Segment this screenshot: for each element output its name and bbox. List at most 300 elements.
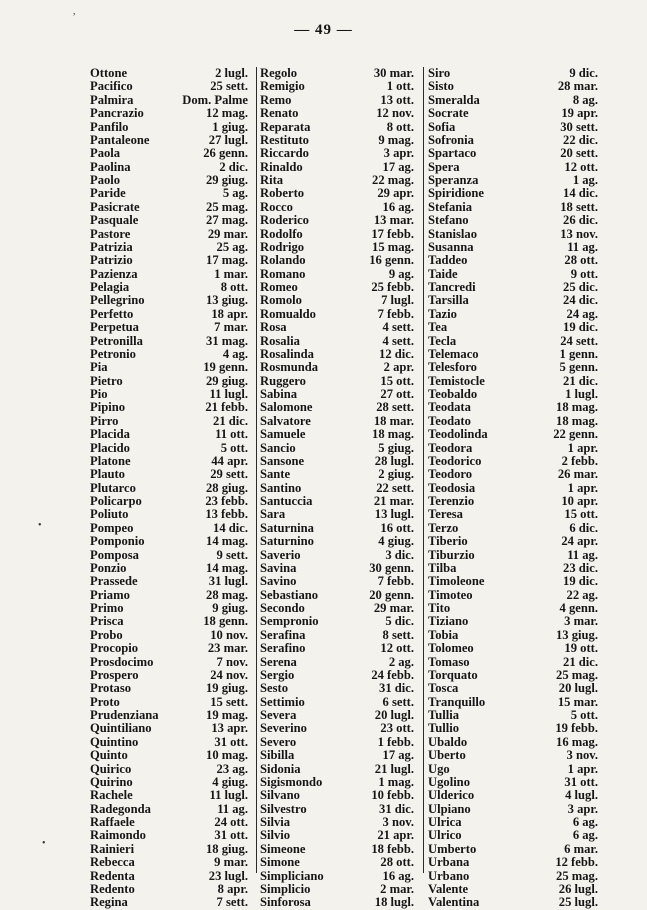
saint-name: Platone (90, 453, 131, 468)
feast-date: 9 dic. (569, 66, 598, 80)
saint-name: Stefano (428, 213, 469, 228)
register-entry (428, 870, 598, 883)
register-entry (90, 388, 248, 401)
feast-date: 4 ag. (222, 346, 248, 361)
feast-date: 9 mag. (378, 132, 414, 147)
register-entry (428, 348, 598, 361)
register-entry (260, 829, 414, 842)
feast-date: 6 ag. (572, 815, 598, 829)
feast-date: 1 febb. (377, 734, 414, 749)
register-entry (260, 896, 414, 909)
feast-date: 17 ag. (382, 159, 414, 174)
feast-date: 6 ag. (572, 828, 598, 843)
feast-date: 19 dic. (563, 574, 598, 589)
feast-date: 1 lugl. (565, 387, 598, 401)
feast-date: 19 ott. (564, 641, 598, 656)
feast-date: 20 lugl. (558, 681, 598, 696)
saint-name: Umberto (428, 841, 477, 856)
saint-name: Simeone (260, 841, 306, 856)
feast-date: 4 sett. (382, 333, 414, 348)
feast-date: 12 mag. (206, 106, 248, 121)
feast-date: 3 dic. (385, 547, 414, 562)
saint-name: Redenta (90, 868, 135, 883)
print-speck: • (42, 838, 46, 849)
register-entry (90, 348, 248, 361)
feast-date: 9 ott. (570, 266, 598, 281)
register-entry (260, 121, 414, 134)
saint-name: Sesto (260, 681, 288, 696)
feast-date: 14 mag. (206, 560, 248, 575)
register-entry (260, 696, 414, 709)
print-speck: • (38, 520, 42, 531)
saint-name: Valentina (428, 895, 480, 910)
feast-date: 11 lugl. (209, 387, 248, 401)
feast-date: 6 mar. (564, 841, 598, 856)
feast-date: 2 ag. (388, 654, 414, 669)
feast-date: 12 ott. (564, 159, 598, 174)
register-entry (428, 147, 598, 160)
saint-name: Paolina (90, 159, 131, 174)
feast-date: 18 febb. (371, 841, 414, 856)
saint-name: Tullio (428, 721, 460, 736)
feast-date: 13 lugl. (374, 507, 414, 522)
register-entry (428, 428, 598, 441)
register-entry (428, 843, 598, 856)
saint-name: Sempronio (260, 614, 319, 629)
feast-date: 31 mag. (206, 333, 248, 348)
saint-name: Pantaleone (90, 132, 150, 147)
register-entry (260, 388, 414, 401)
saint-name: Reparata (260, 119, 311, 134)
register-entry (90, 80, 248, 93)
saint-name: Sibilla (260, 748, 295, 763)
saint-name: Teodolinda (428, 427, 488, 442)
feast-date: 31 dic. (379, 801, 414, 816)
register-entry (428, 562, 598, 575)
register-entry (428, 174, 598, 187)
register-entry (428, 615, 598, 628)
feast-date: 1 genn. (559, 346, 598, 361)
saint-name: Pacifico (90, 79, 133, 94)
saint-name: Severo (260, 734, 297, 749)
register-entry (260, 549, 414, 562)
feast-date: 9 mar. (214, 855, 248, 870)
register-entry (428, 228, 598, 241)
saint-name: Tea (428, 320, 448, 335)
register-entry (90, 709, 248, 722)
register-entry (90, 321, 248, 334)
feast-date: 13 nov. (560, 226, 598, 241)
saint-name: Simplicio (260, 881, 311, 896)
feast-date: 25 lugl. (558, 895, 598, 910)
feast-date: 7 lugl. (381, 293, 414, 308)
saint-name: Prospero (90, 667, 139, 682)
register-entry (260, 268, 414, 281)
saint-name: Uberto (428, 748, 466, 763)
feast-date: 1 mag. (378, 774, 414, 789)
register-entry (90, 228, 248, 241)
register-entry (90, 335, 248, 348)
register-entry (260, 214, 414, 227)
saint-name: Primo (90, 601, 124, 615)
register-entry (90, 736, 248, 749)
register-entry (260, 415, 414, 428)
feast-date: 4 lugl. (565, 788, 598, 803)
register-entry (260, 281, 414, 294)
register-entry (428, 508, 598, 521)
register-entry (90, 642, 248, 655)
register-entry (90, 696, 248, 709)
saint-name: Romeo (260, 280, 298, 294)
register-entry (428, 67, 598, 80)
saint-name: Pancrazio (90, 106, 144, 121)
feast-date: 3 nov. (382, 815, 414, 829)
feast-date: 15 sett. (210, 694, 248, 709)
feast-date: 27 lugl. (208, 132, 248, 147)
register-entry (260, 401, 414, 414)
saint-name: Rosalia (260, 333, 300, 348)
register-entry (260, 615, 414, 628)
feast-date: 2 lugl. (215, 66, 248, 80)
register-entry (260, 495, 414, 508)
register-entry (428, 281, 598, 294)
register-entry (428, 308, 598, 321)
saint-name: Proto (90, 694, 120, 709)
saint-name: Raimondo (90, 828, 146, 843)
feast-date: 28 mar. (557, 79, 598, 94)
feast-date: 3 apr. (383, 146, 414, 161)
register-entry (260, 749, 414, 762)
register-entry (260, 161, 414, 174)
feast-date: 24 ag. (566, 306, 598, 321)
saint-name: Perpetua (90, 320, 139, 335)
saint-name: Speranza (428, 173, 479, 187)
register-entry (90, 803, 248, 816)
register-column-3 (428, 66, 598, 910)
register-entry (90, 883, 248, 896)
saint-name: Ugo (428, 761, 450, 776)
register-entry (260, 843, 414, 856)
saint-name: Pompeo (90, 520, 134, 535)
feast-date: 12 febb. (555, 855, 598, 870)
register-entry (90, 870, 248, 883)
register-entry (428, 803, 598, 816)
feast-date: 25 sett. (210, 79, 248, 94)
saint-name: Quintino (90, 734, 139, 749)
register-entry (260, 883, 414, 896)
saint-name: Teobaldo (428, 387, 478, 401)
saint-name: Telesforo (428, 360, 477, 375)
register-entry (260, 816, 414, 829)
register-entry (90, 214, 248, 227)
register-entry (260, 348, 414, 361)
saint-name: Secondo (260, 601, 305, 615)
saint-name: Prassede (90, 574, 138, 589)
feast-date: 1 apr. (567, 761, 598, 776)
feast-date: 13 mar. (373, 213, 414, 228)
feast-date: 8 sett. (382, 627, 414, 642)
feast-date: 19 giug. (206, 681, 248, 696)
register-entry (428, 201, 598, 214)
feast-date: 5 dic. (385, 614, 414, 629)
register-entry (260, 254, 414, 267)
saint-name: Poliuto (90, 507, 129, 522)
feast-date: 24 nov. (210, 667, 248, 682)
register-entry (90, 67, 248, 80)
feast-date: 18 lugl. (374, 895, 414, 910)
register-entry (260, 508, 414, 521)
register-entry (260, 134, 414, 147)
feast-date: 18 mag. (556, 413, 598, 428)
saint-name: Serafina (260, 627, 306, 642)
feast-date: 15 ott. (380, 373, 414, 388)
feast-date: 5 genn. (559, 360, 598, 375)
saint-name: Urbana (428, 855, 470, 870)
feast-date: 8 apr. (217, 881, 248, 896)
register-entry (90, 856, 248, 869)
register-entry (428, 121, 598, 134)
saint-name: Quirino (90, 774, 133, 789)
saint-name: Ruggero (260, 373, 306, 388)
feast-date: 18 mar. (373, 413, 414, 428)
feast-date: 2 mar. (380, 881, 414, 896)
feast-date: 5 giug. (378, 440, 414, 455)
saint-name: Teodata (428, 400, 471, 415)
register-entry (90, 522, 248, 535)
saint-name: Sisto (428, 79, 454, 94)
saint-name: Panfilo (90, 119, 129, 134)
feast-date: 10 mag. (206, 748, 248, 763)
register-entry (428, 401, 598, 414)
feast-date: 7 mar. (214, 320, 248, 335)
feast-date: 8 ott. (386, 119, 414, 134)
register-entry (260, 187, 414, 200)
saint-name: Redento (90, 881, 135, 896)
feast-date: 10 nov. (210, 627, 248, 642)
feast-date: 19 mag. (206, 708, 248, 722)
feast-date: 21 lugl. (374, 761, 414, 776)
register-entry (428, 736, 598, 749)
saint-name: Teodosia (428, 480, 476, 495)
feast-date: 7 febb. (377, 306, 414, 321)
saint-name: Pirro (90, 413, 119, 428)
saint-name: Pipino (90, 400, 125, 415)
feast-date: 26 mar. (557, 467, 598, 482)
register-entry (260, 856, 414, 869)
register-entry (90, 789, 248, 802)
saint-name: Ottone (90, 66, 128, 80)
feast-date: 18 sett. (560, 199, 598, 214)
saint-name: Remigio (260, 79, 305, 94)
saint-name: Sebastiano (260, 587, 319, 602)
saint-name: Salomone (260, 400, 313, 415)
register-entry (90, 361, 248, 374)
saint-name: Tilba (428, 560, 457, 575)
register-entry (90, 187, 248, 200)
feast-date: 6 dic. (569, 520, 598, 535)
saint-name: Terenzio (428, 494, 475, 508)
feast-date: 14 dic. (563, 186, 598, 201)
saint-name: Pastore (90, 226, 131, 241)
register-entry (428, 535, 598, 548)
saint-name: Quirico (90, 761, 132, 776)
register-entry (260, 455, 414, 468)
feast-date: 23 mar. (207, 641, 248, 656)
feast-date: 20 sett. (560, 146, 598, 161)
saint-name: Riccardo (260, 146, 309, 161)
saint-name: Rinaldo (260, 159, 303, 174)
saint-name: Pazienza (90, 266, 138, 281)
register-entry (428, 883, 598, 896)
saint-name: Timoleone (428, 574, 485, 589)
register-entry (260, 468, 414, 481)
saint-name: Raffaele (90, 815, 135, 829)
feast-date: 21 dic. (563, 373, 598, 388)
feast-date: 1 ag. (572, 173, 598, 187)
saint-name: Santuccia (260, 494, 313, 508)
register-entry (90, 816, 248, 829)
saint-name: Prisca (90, 614, 124, 629)
saint-name: Petronilla (90, 333, 143, 348)
feast-date: 12 dic. (379, 346, 414, 361)
feast-date: 12 ott. (380, 641, 414, 656)
feast-date: 7 febb. (377, 574, 414, 589)
saint-name: Sara (260, 507, 286, 522)
saint-name: Teresa (428, 507, 463, 522)
saint-name: Smeralda (428, 92, 480, 107)
feast-date: 13 giug. (556, 627, 598, 642)
register-entry (260, 602, 414, 615)
feast-date: 9 ag. (388, 266, 414, 281)
saint-name: Torquato (428, 667, 478, 682)
feast-date: 31 dic. (379, 681, 414, 696)
register-entry (90, 749, 248, 762)
feast-date: 14 dic. (213, 520, 248, 535)
register-entry (90, 161, 248, 174)
saint-name: Pelagia (90, 280, 130, 294)
feast-date: 19 genn. (203, 360, 248, 375)
feast-date: 13 giug. (206, 293, 248, 308)
register-entry (260, 722, 414, 735)
saint-name: Salvatore (260, 413, 311, 428)
register-entry (428, 161, 598, 174)
register-entry (90, 682, 248, 695)
feast-date: 20 genn. (369, 587, 414, 602)
saint-name: Roderico (260, 213, 309, 228)
feast-date: 20 lugl. (374, 708, 414, 722)
feast-date: 25 dic. (563, 280, 598, 294)
register-entry (428, 896, 598, 909)
register-entry (428, 468, 598, 481)
feast-date: 23 ott. (380, 721, 414, 736)
saint-name: Radegonda (90, 801, 151, 816)
register-entry (90, 535, 248, 548)
feast-date: 18 genn. (203, 614, 248, 629)
register-entry (260, 361, 414, 374)
feast-date: 11 ott. (215, 427, 248, 442)
saint-name: Serafino (260, 641, 306, 656)
feast-date: 17 mag. (206, 253, 248, 268)
saint-name: Tiburzio (428, 547, 475, 562)
saint-name: Rodrigo (260, 239, 305, 254)
feast-date: 14 mag. (206, 534, 248, 549)
saint-name: Pomposa (90, 547, 139, 562)
register-entry (90, 455, 248, 468)
register-entry (428, 816, 598, 829)
feast-date: 22 sett. (376, 480, 414, 495)
feast-date: 28 mag. (206, 587, 248, 602)
register-entry (260, 482, 414, 495)
feast-date: 2 febb. (561, 453, 598, 468)
saint-name: Sergio (260, 667, 295, 682)
register-entry (260, 308, 414, 321)
saint-name: Teodorico (428, 453, 482, 468)
register-entry (260, 442, 414, 455)
feast-date: 22 dic. (563, 132, 598, 147)
register-entry (90, 508, 248, 521)
saint-name: Tomaso (428, 654, 470, 669)
register-entry (260, 803, 414, 816)
saint-name: Saturnina (260, 520, 314, 535)
feast-date: 27 ott. (380, 387, 414, 401)
register-entry (90, 94, 248, 107)
feast-date: 1 mar. (214, 266, 248, 281)
saint-name: Rosmunda (260, 360, 319, 375)
register-entry (428, 656, 598, 669)
saint-name: Stefania (428, 199, 473, 214)
register-entry (428, 442, 598, 455)
saint-name: Probo (90, 627, 123, 642)
feast-date: 23 febb. (205, 494, 248, 508)
feast-date: 16 ag. (382, 199, 414, 214)
feast-date: 29 mar. (207, 226, 248, 241)
feast-date: 16 ag. (382, 868, 414, 883)
saint-name: Sancio (260, 440, 296, 455)
register-entry (90, 294, 248, 307)
register-entry (90, 201, 248, 214)
register-entry (260, 575, 414, 588)
saint-name: Policarpo (90, 494, 142, 508)
feast-date: 7 sett. (216, 895, 248, 910)
feast-date: 19 apr. (561, 106, 598, 121)
saint-name: Priamo (90, 587, 130, 602)
saint-name: Placido (90, 440, 130, 455)
feast-date: 3 apr. (567, 801, 598, 816)
saint-name: Romolo (260, 293, 302, 308)
feast-date: 26 dic. (563, 213, 598, 228)
saint-name: Rosalinda (260, 346, 314, 361)
feast-date: 24 ott. (214, 815, 248, 829)
register-entry (260, 147, 414, 160)
register-entry (90, 629, 248, 642)
register-entry (90, 254, 248, 267)
feast-date: 22 mag. (372, 173, 414, 187)
feast-date: 5 ott. (570, 708, 598, 722)
register-entry (90, 375, 248, 388)
saint-name: Spartaco (428, 146, 477, 161)
saint-name: Rainieri (90, 841, 135, 856)
feast-date: 16 ott. (380, 520, 414, 535)
register-entry (428, 294, 598, 307)
saint-name: Tazio (428, 306, 457, 321)
register-entry (428, 268, 598, 281)
register-entry (90, 669, 248, 682)
feast-date: 24 sett. (560, 333, 598, 348)
register-entry (260, 174, 414, 187)
page-number: — 49 — (294, 22, 353, 38)
saint-name: Rodolfo (260, 226, 303, 241)
register-entry (90, 428, 248, 441)
